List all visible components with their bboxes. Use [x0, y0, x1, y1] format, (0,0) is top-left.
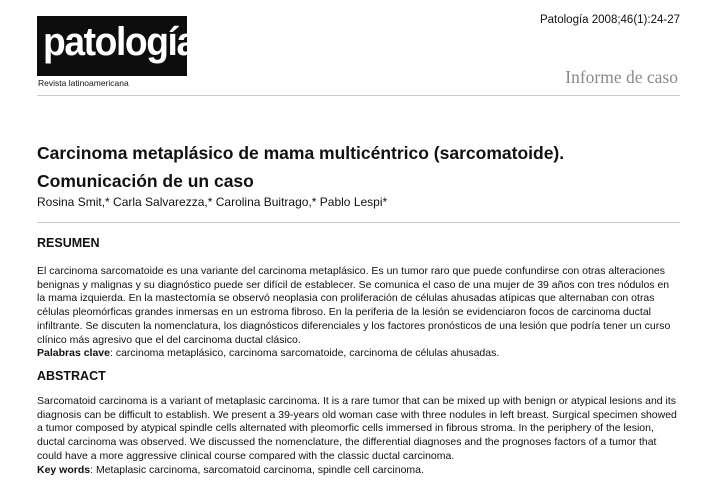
article-authors: Rosina Smit,* Carla Salvarezza,* Carolina Buitrago,* Pablo Lespi*	[37, 195, 388, 209]
resumen-keywords-label: Palabras clave	[37, 347, 110, 360]
logo-subtitle: Revista latinoamericana	[38, 78, 129, 88]
resumen-keywords: : carcinoma metaplásico, carcinoma sarcomatoide, carcinoma de células ahusadas.	[109, 347, 500, 360]
logo-block	[37, 16, 196, 76]
article-title	[37, 139, 637, 195]
journal-citation: Patología 2008;46(1):24-27	[539, 14, 680, 26]
resumen-section	[37, 265, 679, 361]
report-type: Informe de caso	[565, 67, 678, 87]
title-line-1: Carcinoma metaplásico de mama multicéntrico (sarcomatoide).	[37, 143, 565, 163]
authors-divider	[37, 222, 680, 223]
abstract-section	[37, 395, 679, 477]
journal-logo	[37, 16, 196, 88]
header-divider	[37, 95, 680, 96]
abstract-heading: ABSTRACT	[37, 369, 106, 383]
resumen-heading: RESUMEN	[37, 236, 100, 250]
resumen-body: El carcinoma sarcomatoide es una variante del carcinoma metaplásico. Es un tumor raro que puede confundirse con otras alteraciones benignas y malignas y su diagnóstico puede ser difícil de establecer. Se comunica el caso de una mujer de 39 años con tres nódulos en la mama izquierda. En la mastectomía se observó neoplasia con proliferación de células ahusadas atípicas que alternaban con otras células pleomórficas grandes inmersas en un estroma fibroso. En la periferia de la lesión se evidenciaron focos de carcinoma ductal infiltrante. Se discuten la nomenclatura, los diagnósticos diferenciales y los factores pronósticos de una lesión que podría tener un curso clínico más agresivo que el del carcinoma ductal clásico.	[37, 265, 671, 346]
abstract-keywords-label: Key words	[37, 463, 91, 476]
abstract-body: Sarcomatoid carcinoma is a variant of metaplasic carcinoma. It is a rare tumor that can be mixed up with benign or atypical lesions and its diagnosis can be difficult to establish. We present a 39-years old woman case with three nodules in left breast. Surgical specimen showed a tumor composed by atypical spindle cells alternated with pleomorfic cells immersed in fibrous stroma. In the periphery of the lesion, ductal carcinoma was observed. We discussed the nomenclature, the differential diagnoses and the prognoses factors of a tumor that could have a more aggressive clinical course compared with the classic ductal carcinoma.	[37, 395, 677, 462]
abstract-keywords: : Metaplasic carcinoma, sarcomatoid carcinoma, spindle cell carcinoma.	[90, 463, 424, 476]
logo-wordmark: patología	[43, 20, 196, 64]
title-line-2: Comunicación de un caso	[37, 171, 254, 191]
